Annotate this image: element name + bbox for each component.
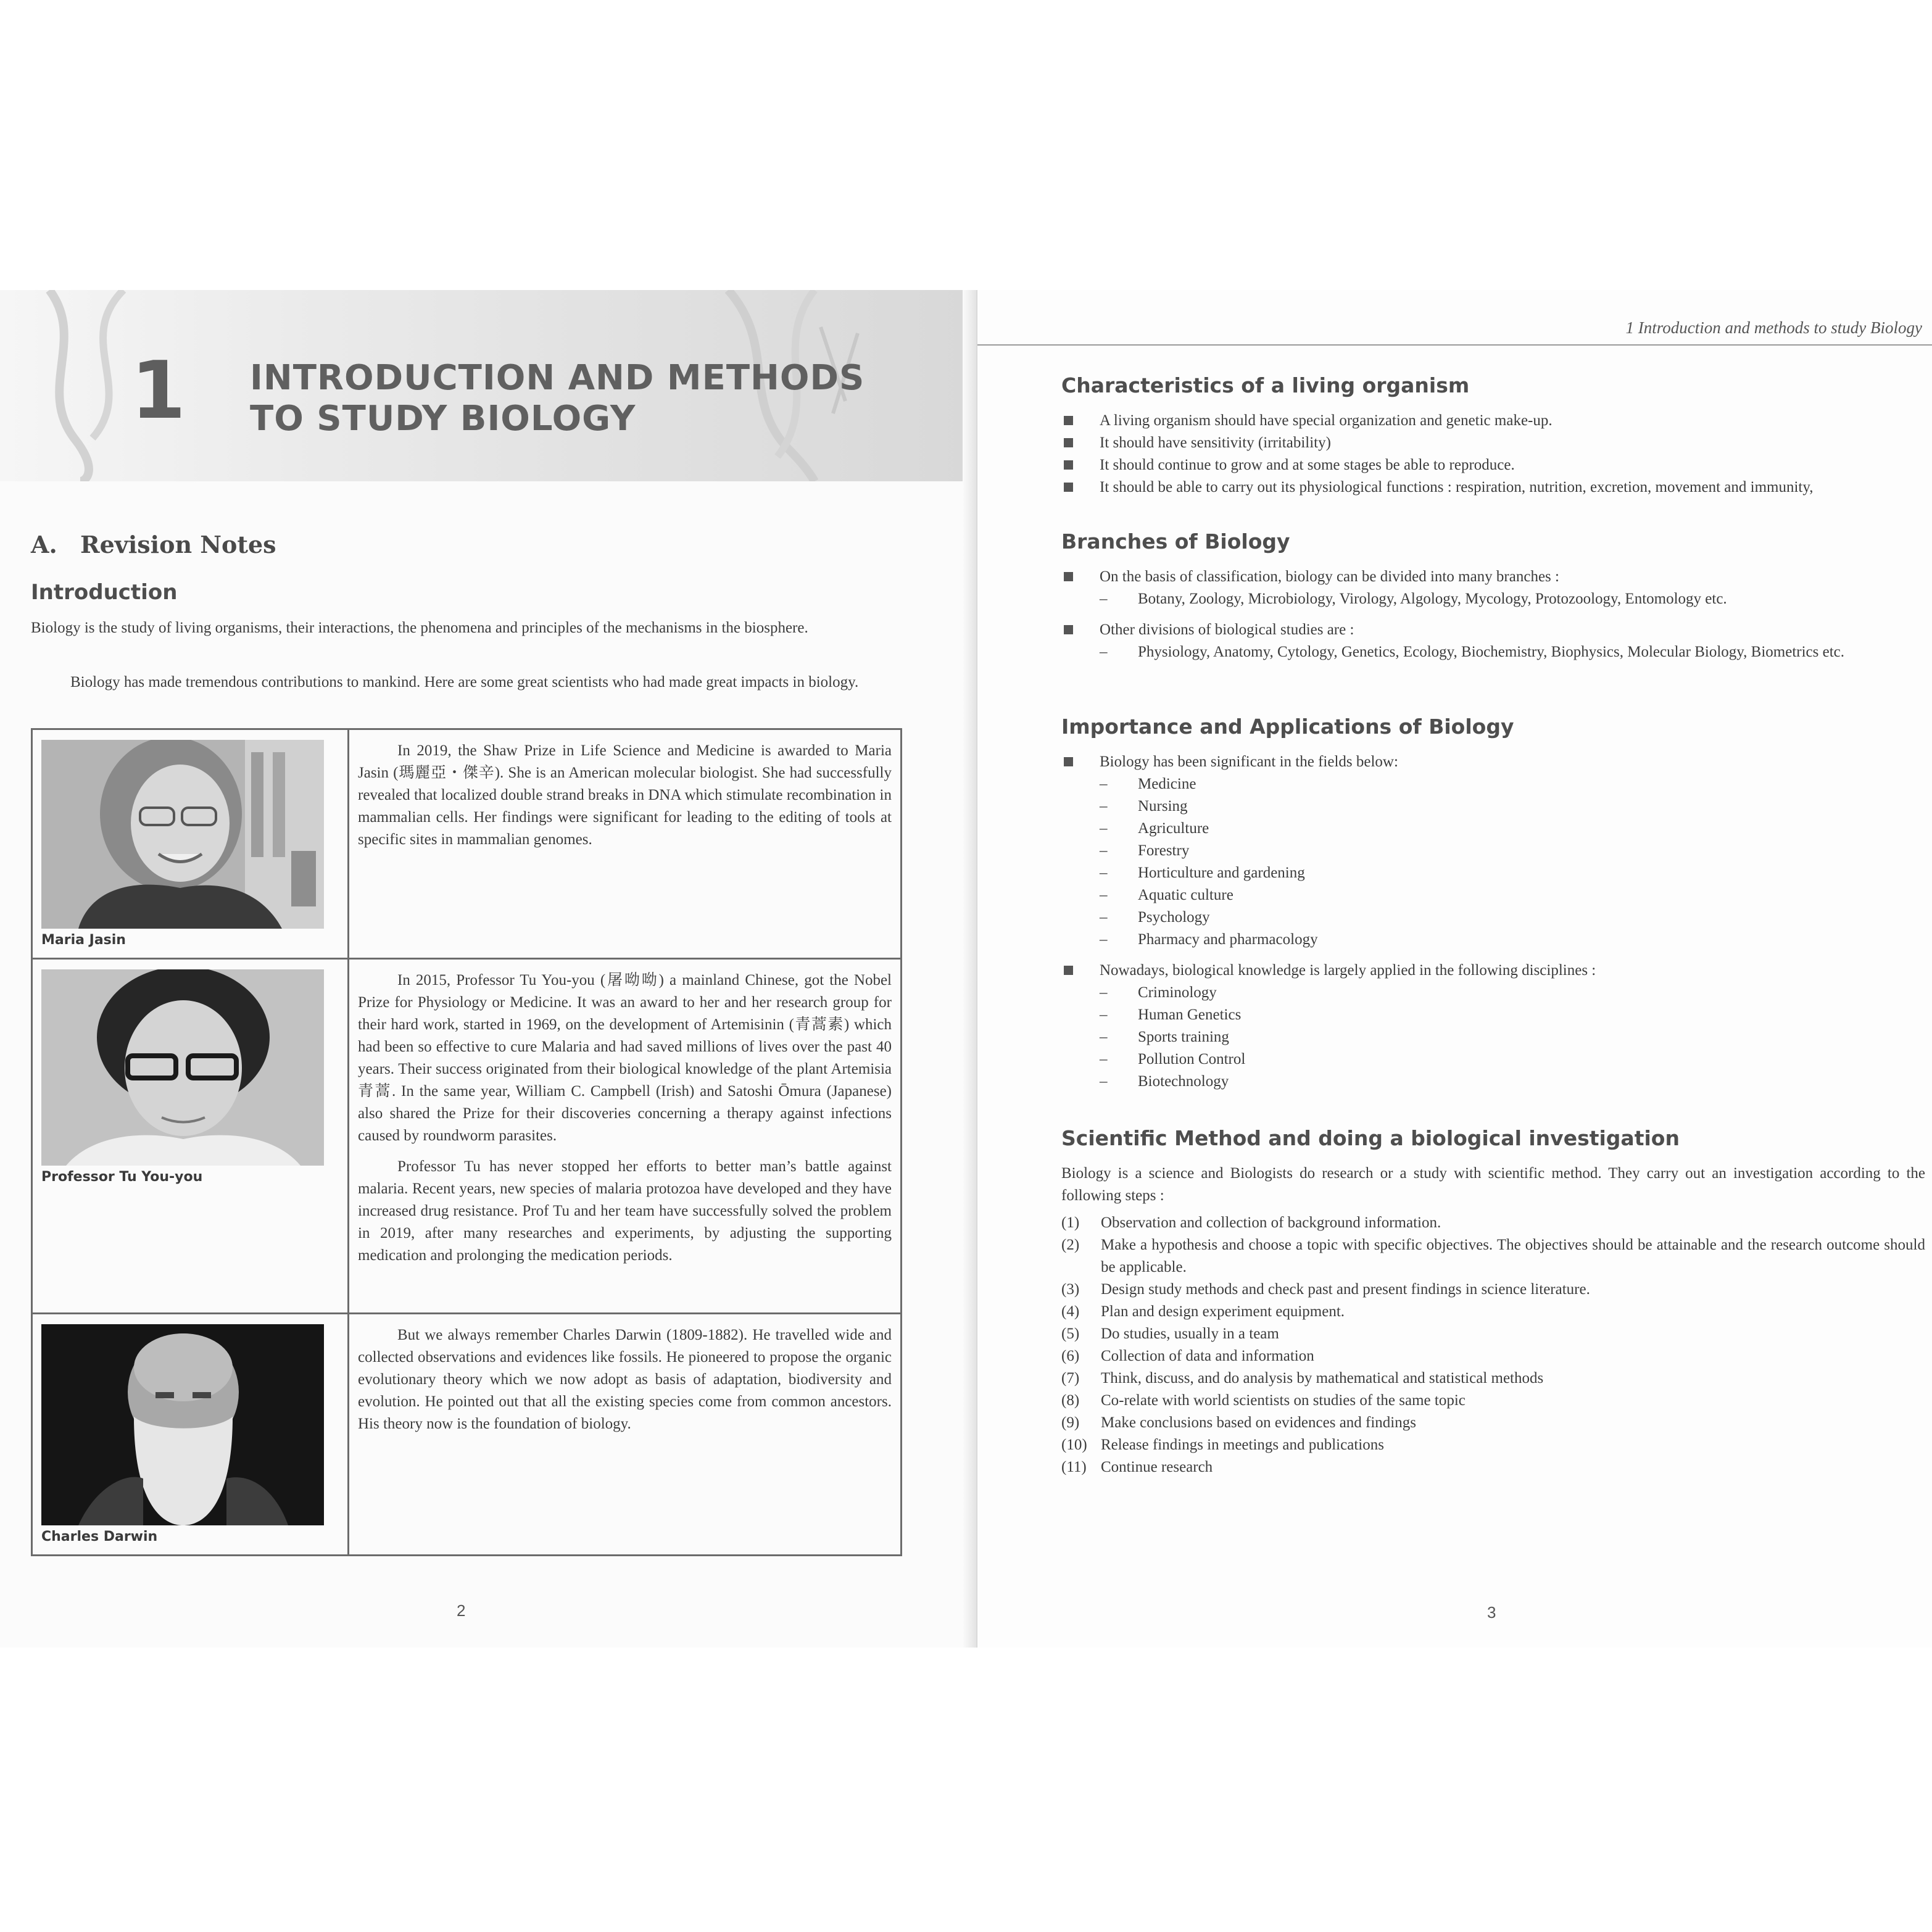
step-item bbox=[1061, 1345, 1925, 1367]
sub-list-item-text: Forestry bbox=[1138, 842, 1190, 859]
scientist-name: Charles Darwin bbox=[41, 1529, 158, 1544]
sub-list-item bbox=[1100, 862, 1925, 884]
dash-icon: – bbox=[1100, 1006, 1108, 1023]
scientist-row bbox=[32, 959, 902, 1314]
sub-list-item-text: Biotechnology bbox=[1138, 1073, 1229, 1090]
spacer bbox=[1061, 951, 1925, 960]
dash-icon: – bbox=[1100, 887, 1108, 903]
dash-icon: – bbox=[1100, 864, 1108, 881]
scientific-method-heading: Scientific Method and doing a biological investigation bbox=[1061, 1126, 1680, 1150]
step-item bbox=[1061, 1390, 1925, 1412]
sub-list-item-text: Botany, Zoology, Microbiology, Virology, Algology, Mycology, Protozoology, Entomology etc. bbox=[1138, 591, 1727, 607]
scientist-row bbox=[32, 729, 902, 959]
list-item bbox=[1061, 960, 1925, 1093]
list-item bbox=[1061, 619, 1925, 663]
dash-icon: – bbox=[1100, 644, 1108, 660]
step-text: Plan and design experiment equipment. bbox=[1101, 1303, 1345, 1320]
list-item-text: It should be able to carry out its physiological functions : respiration, nutrition, excretion, movement and immunity, bbox=[1100, 479, 1814, 495]
step-item bbox=[1061, 1212, 1925, 1234]
scientific-method-section bbox=[1061, 1126, 1925, 1478]
right-page bbox=[977, 290, 1932, 1648]
list-item-text: It should have sensitivity (irritability) bbox=[1100, 434, 1331, 451]
left-page bbox=[0, 290, 975, 1648]
sub-list bbox=[1100, 588, 1925, 610]
characteristics-list bbox=[1061, 410, 1925, 499]
dash-icon: – bbox=[1100, 798, 1108, 815]
page-number-left: 2 bbox=[457, 1601, 466, 1620]
list-item-text: A living organism should have special organization and genetic make-up. bbox=[1100, 412, 1553, 429]
spacer bbox=[1061, 610, 1925, 619]
scientist-name: Maria Jasin bbox=[41, 932, 126, 948]
dash-icon: – bbox=[1100, 591, 1108, 607]
sub-list-item-text: Pollution Control bbox=[1138, 1051, 1246, 1068]
section-heading bbox=[31, 531, 276, 558]
intro-paragraph-1: Biology is the study of living organisms, their interactions, the phenomena and principles of the mechanisms in the biosphere. bbox=[31, 620, 808, 636]
chapter-banner bbox=[0, 290, 975, 481]
list-item bbox=[1061, 751, 1925, 951]
sub-list-item-text: Agriculture bbox=[1138, 820, 1209, 837]
sub-list-item bbox=[1100, 884, 1925, 906]
steps-list bbox=[1061, 1212, 1925, 1478]
bullet-square-icon bbox=[1064, 757, 1073, 766]
dash-icon: – bbox=[1100, 1073, 1108, 1090]
scientist-description bbox=[358, 740, 892, 851]
scientists-table bbox=[31, 728, 902, 1556]
scientist-paragraph: Professor Tu has never stopped her efforts to better man’s battle against malaria. Recent years, new species of malaria protozoa have developed and they have increased drug resistance. Prof Tu and her team have successfully solved the problem in 2019, after many researches and experiments, by adjusting the supporting medication and prolonging the medication periods. bbox=[358, 1158, 892, 1264]
scientist-row bbox=[32, 1314, 902, 1556]
step-number: (7) bbox=[1061, 1370, 1080, 1387]
dash-icon: – bbox=[1100, 909, 1108, 926]
bullet-square-icon bbox=[1064, 483, 1073, 492]
list-item-text: Other divisions of biological studies are : bbox=[1100, 621, 1354, 638]
sub-list-item bbox=[1100, 641, 1925, 663]
sub-list-item-text: Human Genetics bbox=[1138, 1006, 1242, 1023]
importance-list bbox=[1061, 751, 1925, 1093]
maria-jasin-portrait bbox=[41, 740, 324, 929]
step-item bbox=[1061, 1279, 1925, 1301]
sub-list bbox=[1100, 641, 1925, 663]
dash-icon: – bbox=[1100, 820, 1108, 837]
dash-icon: – bbox=[1100, 931, 1108, 948]
sub-list-item bbox=[1100, 818, 1925, 840]
sub-list-item-text: Horticulture and gardening bbox=[1138, 864, 1305, 881]
sub-list-item-text: Criminology bbox=[1138, 984, 1217, 1001]
bullet-square-icon bbox=[1064, 572, 1073, 581]
step-text: Release findings in meetings and publications bbox=[1101, 1437, 1384, 1453]
scientist-paragraph: In 2019, the Shaw Prize in Life Science and Medicine is awarded to Maria Jasin (瑪麗亞・傑辛). She is an American molecular biologist. She had successfully revealed that localized double strand breaks in DNA which stimulate recombination in mammalian cells. Her findings were significant for leading to the editing of tools at specific sites in mammalian genomes. bbox=[358, 742, 892, 848]
scientist-photo-cell bbox=[32, 959, 349, 1314]
sub-list-item-text: Aquatic culture bbox=[1138, 887, 1233, 903]
bullet-square-icon bbox=[1064, 460, 1073, 470]
sub-list-item-text: Pharmacy and pharmacology bbox=[1138, 931, 1318, 948]
step-number: (1) bbox=[1061, 1214, 1080, 1231]
sub-list-item-text: Nursing bbox=[1138, 798, 1188, 815]
step-number: (4) bbox=[1061, 1303, 1080, 1320]
intro-heading: Introduction bbox=[31, 580, 178, 605]
step-number: (8) bbox=[1061, 1392, 1080, 1409]
scientist-text-cell bbox=[349, 729, 902, 959]
dash-icon: – bbox=[1100, 1029, 1108, 1045]
dash-icon: – bbox=[1100, 776, 1108, 792]
scientific-method-intro: Biology is a science and Biologists do research or a study with scientific method. They carry out an investigation according to the following steps : bbox=[1061, 1165, 1925, 1204]
disciplines-list bbox=[1100, 982, 1925, 1093]
fields-list bbox=[1100, 773, 1925, 951]
scientist-description bbox=[358, 1324, 892, 1435]
scientist-name: Professor Tu You-you bbox=[41, 1169, 203, 1185]
branches-heading: Branches of Biology bbox=[1061, 529, 1290, 553]
section-title: Revision Notes bbox=[80, 531, 276, 558]
step-item bbox=[1061, 1301, 1925, 1323]
step-number: (2) bbox=[1061, 1237, 1080, 1253]
scientist-text-cell bbox=[349, 1314, 902, 1556]
intro-paragraph-2: Biology has made tremendous contributions to mankind. Here are some great scientists who had made great impacts in biology. bbox=[70, 674, 859, 690]
scientist-text-cell bbox=[349, 959, 902, 1314]
step-number: (11) bbox=[1061, 1459, 1087, 1475]
characteristics-heading: Characteristics of a living organism bbox=[1061, 373, 1470, 397]
tu-youyou-portrait bbox=[41, 969, 324, 1166]
step-item bbox=[1061, 1367, 1925, 1390]
sub-list-item-text: Medicine bbox=[1138, 776, 1196, 792]
sub-list-item bbox=[1100, 929, 1925, 951]
characteristics-section bbox=[1061, 373, 1925, 499]
bullet-square-icon bbox=[1064, 438, 1073, 447]
scientist-photo-cell bbox=[32, 1314, 349, 1556]
step-text: Collection of data and information bbox=[1101, 1348, 1314, 1364]
step-item bbox=[1061, 1234, 1925, 1279]
list-item-text: Biology has been significant in the fields below: bbox=[1100, 753, 1398, 770]
sub-list-item bbox=[1100, 840, 1925, 862]
step-item bbox=[1061, 1434, 1925, 1456]
sub-list-item bbox=[1100, 1026, 1925, 1048]
list-item-text: It should continue to grow and at some stages be able to reproduce. bbox=[1100, 457, 1515, 473]
chapter-title bbox=[250, 358, 867, 439]
step-number: (5) bbox=[1061, 1325, 1080, 1342]
step-item bbox=[1061, 1412, 1925, 1434]
step-number: (3) bbox=[1061, 1281, 1080, 1298]
step-number: (9) bbox=[1061, 1414, 1080, 1431]
bullet-square-icon bbox=[1064, 416, 1073, 425]
step-item bbox=[1061, 1323, 1925, 1345]
sub-list-item-text: Psychology bbox=[1138, 909, 1210, 926]
header-rule bbox=[977, 344, 1932, 346]
sub-list-item-text: Physiology, Anatomy, Cytology, Genetics, Ecology, Biochemistry, Biophysics, Molecular Biology, Biometrics etc. bbox=[1138, 644, 1845, 660]
step-text: Design study methods and check past and present findings in science literature. bbox=[1101, 1281, 1590, 1298]
importance-heading: Importance and Applications of Biology bbox=[1061, 715, 1514, 739]
dash-icon: – bbox=[1100, 842, 1108, 859]
charles-darwin-portrait bbox=[41, 1324, 324, 1525]
chapter-number: 1 bbox=[131, 345, 186, 437]
list-item bbox=[1061, 432, 1925, 454]
importance-section bbox=[1061, 715, 1925, 1093]
list-item-text: Nowadays, biological knowledge is largely applied in the following disciplines : bbox=[1100, 962, 1596, 979]
sub-list-item bbox=[1100, 773, 1925, 795]
scientist-paragraph: But we always remember Charles Darwin (1809-1882). He travelled wide and collected observations and evidences like fossils. He pioneered to propose the organic evolutionary theory which we now adopt as basis of adaptation, biodiversity and evolution. He pointed out that all the existing species come from common ancestors. His theory now is the foundation of biology. bbox=[358, 1327, 892, 1432]
bullet-square-icon bbox=[1064, 966, 1073, 975]
sub-list-item bbox=[1100, 906, 1925, 929]
book-spread bbox=[0, 290, 1932, 1648]
dash-icon: – bbox=[1100, 984, 1108, 1001]
chapter-title-line2: TO STUDY BIOLOGY bbox=[250, 399, 636, 439]
sub-list-item bbox=[1100, 1004, 1925, 1026]
sub-list-item bbox=[1100, 588, 1925, 610]
sub-list-item bbox=[1100, 795, 1925, 818]
step-text: Observation and collection of background information. bbox=[1101, 1214, 1441, 1231]
bullet-square-icon bbox=[1064, 625, 1073, 634]
list-item bbox=[1061, 410, 1925, 432]
section-letter: A. bbox=[31, 531, 57, 558]
branches-section bbox=[1061, 529, 1925, 663]
scientist-photo-cell bbox=[32, 729, 349, 959]
dash-icon: – bbox=[1100, 1051, 1108, 1068]
page-number-right: 3 bbox=[1487, 1603, 1496, 1622]
sub-list-item-text: Sports training bbox=[1138, 1029, 1229, 1045]
scientist-description bbox=[358, 969, 892, 1267]
step-text: Co-relate with world scientists on studies of the same topic bbox=[1101, 1392, 1466, 1409]
step-number: (10) bbox=[1061, 1437, 1087, 1453]
chapter-title-line1: INTRODUCTION AND METHODS bbox=[250, 358, 865, 398]
sub-list-item bbox=[1100, 982, 1925, 1004]
list-item-text: On the basis of classification, biology can be divided into many branches : bbox=[1100, 568, 1559, 585]
step-text: Make conclusions based on evidences and findings bbox=[1101, 1414, 1416, 1431]
list-item bbox=[1061, 566, 1925, 610]
step-text: Do studies, usually in a team bbox=[1101, 1325, 1279, 1342]
list-item bbox=[1061, 476, 1925, 499]
list-item bbox=[1061, 454, 1925, 476]
sub-list-item bbox=[1100, 1048, 1925, 1071]
scientist-paragraph: In 2015, Professor Tu You-you (屠呦呦) a mainland Chinese, got the Nobel Prize for Physiology or Medicine. It was an award to her and her research group for their hard work, started in 1969, on the development of Artemisinin (青蒿素) which had been so effective to cure Malaria and had saved millions of lives over the past 40 years. Their success originated from their biological knowledge of the plant Artemisia 青蒿. In the same year, William C. Campbell (Irish) and Satoshi Ōmura (Japanese) also shared the Prize for their discoveries concerning a therapy against infections caused by roundworm parasites. bbox=[358, 972, 892, 1144]
step-text: Think, discuss, and do analysis by mathematical and statistical methods bbox=[1101, 1370, 1544, 1387]
step-item bbox=[1061, 1456, 1925, 1478]
step-text: Continue research bbox=[1101, 1459, 1213, 1475]
step-text: Make a hypothesis and choose a topic with specific objectives. The objectives should be attainable and the research outcome should be applicable. bbox=[1101, 1237, 1925, 1275]
branches-list bbox=[1061, 566, 1925, 663]
sub-list-item bbox=[1100, 1071, 1925, 1093]
running-head: 1 Introduction and methods to study Biology bbox=[1625, 318, 1922, 337]
step-number: (6) bbox=[1061, 1348, 1080, 1364]
